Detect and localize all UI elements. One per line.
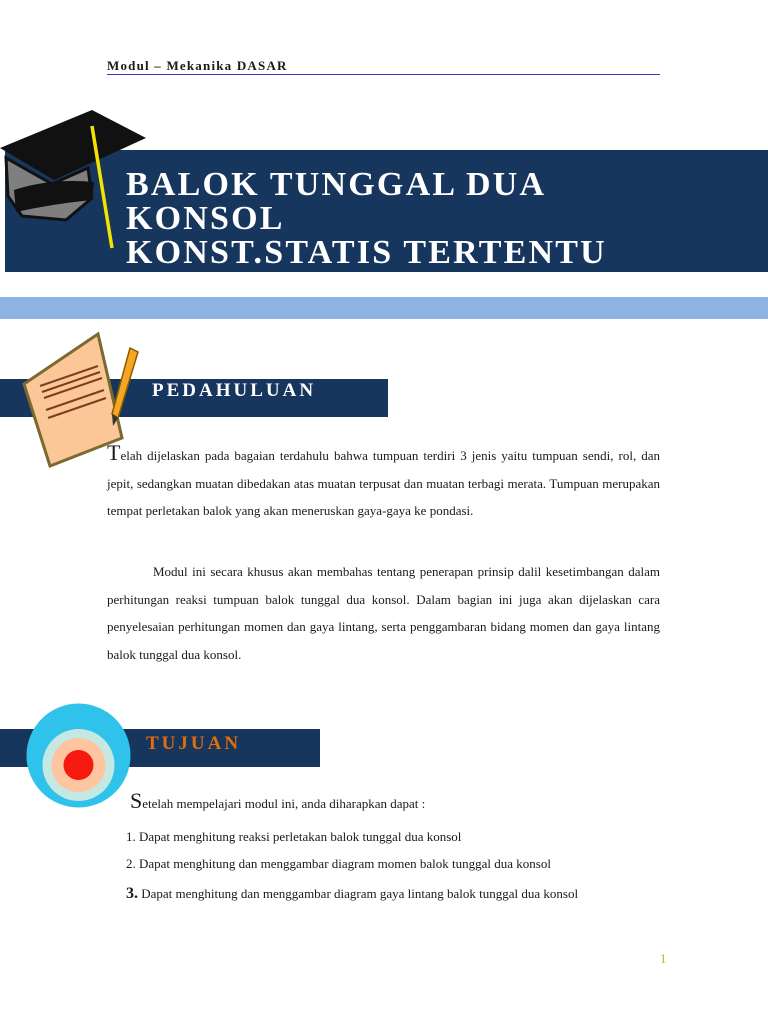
dropcap-s: S <box>130 788 143 813</box>
objectives-intro <box>130 788 425 814</box>
objective-text: Dapat menghitung reaksi perletakan balok tunggal dua konsol <box>139 829 462 844</box>
objective-text: Dapat menghitung dan menggambar diagram momen balok tunggal dua konsol <box>139 856 551 871</box>
objective-number: 1. <box>126 829 136 844</box>
section-heading-pendahuluan: PEDAHULUAN <box>152 380 317 401</box>
objective-item <box>126 885 578 903</box>
accent-band <box>0 297 768 319</box>
objective-number: 3. <box>126 885 138 902</box>
objective-item <box>126 856 551 872</box>
objective-item <box>126 829 461 845</box>
document-title <box>126 168 607 270</box>
paragraph-intro-text: elah dijelaskan pada bagaian terdahulu bahwa tumpuan terdiri 3 jenis yaitu tumpuan sendi, rol, dan jepit, sedangkan muatan dibedakan atas muatan terpusat dan muatan terbagi merata. Tumpuan merupakan tempat perletakan balok yang akan meneruskan gaya-gaya ke pondasi. <box>107 448 660 518</box>
objective-number: 2. <box>126 856 136 871</box>
paragraph-intro <box>107 439 660 525</box>
target-icon <box>26 703 131 808</box>
paragraph-module: Modul ini secara khusus akan membahas tentang penerapan prinsip dalil kesetimbangan dalam perhitungan reaksi tumpuan balok tunggal dua konsol. Dalam bagian ini juga akan dijelaskan cara penyelesaian perhitungan momen dan gaya lintang, serta penggambaran bidang momen dan gaya lintang balok tunggal dua konsol. <box>107 564 660 662</box>
title-line-2: KONSOL <box>126 200 285 237</box>
objective-text: Dapat menghitung dan menggambar diagram gaya lintang balok tunggal dua konsol <box>141 886 579 901</box>
page-number: 1 <box>660 951 667 966</box>
objectives-intro-text: etelah mempelajari modul ini, anda diharapkan dapat : <box>142 796 426 811</box>
title-line-1: BALOK TUNGGAL DUA <box>126 166 547 203</box>
dropcap-t: T <box>107 440 121 465</box>
title-line-3: KONST.STATIS TERTENTU <box>126 234 607 271</box>
header-rule <box>107 74 660 75</box>
graduation-cap-icon <box>0 108 150 253</box>
header-text: Modul – Mekanika DASAR <box>107 58 288 73</box>
section-heading-tujuan: TUJUAN <box>146 733 242 754</box>
